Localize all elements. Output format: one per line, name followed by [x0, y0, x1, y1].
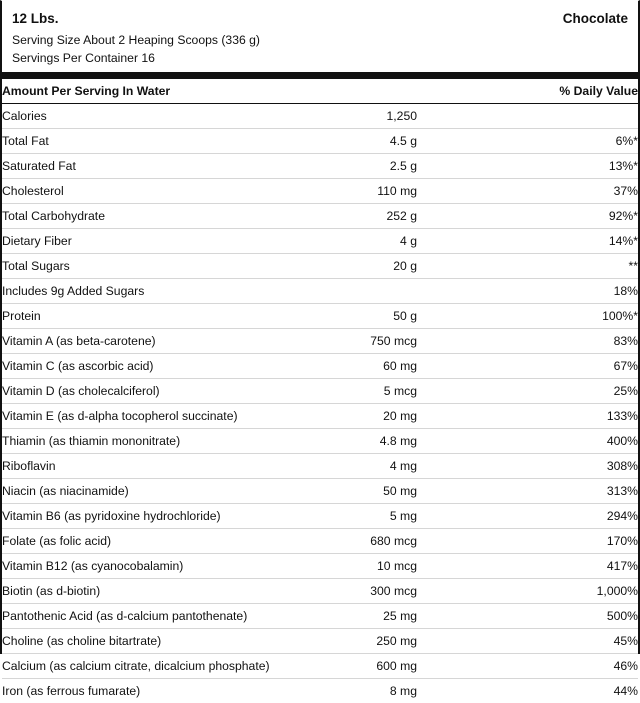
nutrient-amount: 750 mcg	[332, 329, 417, 354]
table-row	[2, 504, 638, 529]
table-row	[2, 629, 638, 654]
nutrient-daily-value: 44%	[417, 679, 638, 703]
nutrient-daily-value: 133%	[417, 404, 638, 429]
nutrient-daily-value: 14%*	[417, 229, 638, 254]
nutrient-daily-value: 1,000%	[417, 579, 638, 604]
table-row	[2, 554, 638, 579]
table-row	[2, 304, 638, 329]
nutrient-daily-value: 100%*	[417, 304, 638, 329]
nutrient-amount: 20 g	[332, 254, 417, 279]
nutrient-name: Includes 9g Added Sugars	[2, 279, 332, 304]
table-header-row	[2, 79, 638, 104]
table-row	[2, 404, 638, 429]
nutrient-amount: 300 mcg	[332, 579, 417, 604]
nutrient-daily-value: 308%	[417, 454, 638, 479]
nutrient-daily-value: 294%	[417, 504, 638, 529]
nutrient-name: Total Sugars	[2, 254, 332, 279]
nutrient-amount: 252 g	[332, 204, 417, 229]
nutrient-daily-value	[417, 104, 638, 129]
nutrient-name: Thiamin (as thiamin mononitrate)	[2, 429, 332, 454]
nutrient-daily-value: 417%	[417, 554, 638, 579]
nutrient-daily-value: 313%	[417, 479, 638, 504]
flavor-name: Chocolate	[563, 11, 628, 26]
table-row	[2, 379, 638, 404]
nutrient-amount: 1,250	[332, 104, 417, 129]
nutrient-name: Vitamin D (as cholecalciferol)	[2, 379, 332, 404]
nutrient-amount	[332, 279, 417, 304]
table-row	[2, 454, 638, 479]
nutrient-name: Niacin (as niacinamide)	[2, 479, 332, 504]
daily-value-header: % Daily Value	[417, 79, 638, 104]
nutrient-amount: 4 mg	[332, 454, 417, 479]
table-row	[2, 654, 638, 679]
servings-per-container-line: Servings Per Container 16	[2, 48, 638, 72]
nutrient-daily-value: 92%*	[417, 204, 638, 229]
nutrient-name: Biotin (as d-biotin)	[2, 579, 332, 604]
nutrient-daily-value: 67%	[417, 354, 638, 379]
nutrient-daily-value: 45%	[417, 629, 638, 654]
nutrient-amount: 50 mg	[332, 479, 417, 504]
nutrient-name: Choline (as choline bitartrate)	[2, 629, 332, 654]
nutrient-amount: 25 mg	[332, 604, 417, 629]
nutrient-daily-value: 25%	[417, 379, 638, 404]
table-row	[2, 154, 638, 179]
table-row	[2, 279, 638, 304]
nutrient-daily-value: 37%	[417, 179, 638, 204]
nutrient-name: Protein	[2, 304, 332, 329]
nutrient-name: Vitamin A (as beta-carotene)	[2, 329, 332, 354]
table-row	[2, 129, 638, 154]
table-row	[2, 579, 638, 604]
nutrient-daily-value: 13%*	[417, 154, 638, 179]
nutrient-name: Folate (as folic acid)	[2, 529, 332, 554]
table-row	[2, 329, 638, 354]
table-row	[2, 104, 638, 129]
nutrient-name: Pantothenic Acid (as d-calcium pantothenate)	[2, 604, 332, 629]
nutrient-name: Saturated Fat	[2, 154, 332, 179]
nutrient-name: Total Fat	[2, 129, 332, 154]
nutrient-amount: 2.5 g	[332, 154, 417, 179]
table-row	[2, 179, 638, 204]
nutrient-name: Riboflavin	[2, 454, 332, 479]
nutrient-amount: 5 mg	[332, 504, 417, 529]
table-row	[2, 254, 638, 279]
nutrient-amount: 20 mg	[332, 404, 417, 429]
nutrient-amount: 10 mcg	[332, 554, 417, 579]
nutrient-daily-value: 400%	[417, 429, 638, 454]
nutrient-amount: 5 mcg	[332, 379, 417, 404]
product-header	[2, 1, 638, 30]
nutrient-name: Calories	[2, 104, 332, 129]
nutrient-name: Calcium (as calcium citrate, dicalcium phosphate)	[2, 654, 332, 679]
table-row	[2, 604, 638, 629]
nutrient-daily-value: 500%	[417, 604, 638, 629]
table-row	[2, 204, 638, 229]
nutrient-amount: 4 g	[332, 229, 417, 254]
nutrient-daily-value: 83%	[417, 329, 638, 354]
nutrient-name: Total Carbohydrate	[2, 204, 332, 229]
nutrient-name: Iron (as ferrous fumarate)	[2, 679, 332, 703]
table-row	[2, 529, 638, 554]
table-row	[2, 229, 638, 254]
nutrient-amount: 600 mg	[332, 654, 417, 679]
package-size: 12 Lbs.	[12, 11, 59, 26]
nutrient-amount: 680 mcg	[332, 529, 417, 554]
serving-size-line: Serving Size About 2 Heaping Scoops (336 g)	[2, 30, 638, 48]
nutrient-amount: 250 mg	[332, 629, 417, 654]
nutrient-amount: 50 g	[332, 304, 417, 329]
table-row	[2, 679, 638, 703]
nutrient-name: Dietary Fiber	[2, 229, 332, 254]
nutrient-name: Vitamin B12 (as cyanocobalamin)	[2, 554, 332, 579]
nutrient-daily-value: **	[417, 254, 638, 279]
table-row	[2, 429, 638, 454]
table-row	[2, 354, 638, 379]
thick-divider	[2, 72, 638, 79]
nutrient-name: Vitamin C (as ascorbic acid)	[2, 354, 332, 379]
nutrient-amount: 4.8 mg	[332, 429, 417, 454]
nutrient-amount: 8 mg	[332, 679, 417, 703]
nutrient-name: Cholesterol	[2, 179, 332, 204]
table-row	[2, 479, 638, 504]
nutrition-table	[2, 79, 638, 703]
nutrient-daily-value: 170%	[417, 529, 638, 554]
nutrient-amount: 4.5 g	[332, 129, 417, 154]
amount-per-serving-header: Amount Per Serving In Water	[2, 79, 332, 104]
amount-column-spacer	[332, 79, 417, 104]
nutrient-daily-value: 6%*	[417, 129, 638, 154]
nutrient-daily-value: 46%	[417, 654, 638, 679]
nutrient-name: Vitamin B6 (as pyridoxine hydrochloride)	[2, 504, 332, 529]
nutrient-amount: 60 mg	[332, 354, 417, 379]
nutrient-amount: 110 mg	[332, 179, 417, 204]
nutrient-name: Vitamin E (as d-alpha tocopherol succinate)	[2, 404, 332, 429]
nutrient-daily-value: 18%	[417, 279, 638, 304]
